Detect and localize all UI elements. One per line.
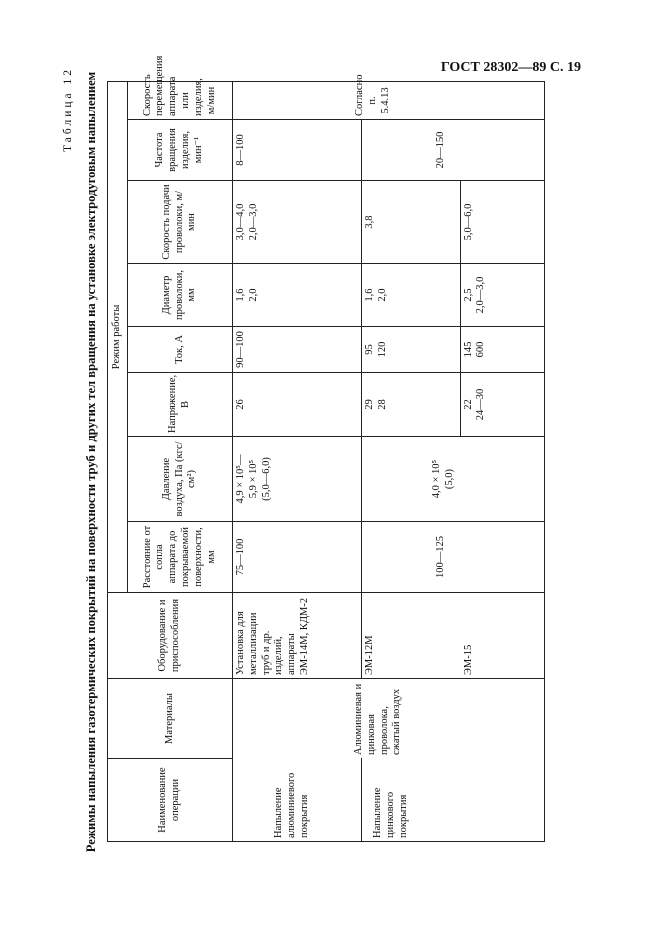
cell-diameter-aluminum: 1,6 2,0 bbox=[233, 264, 362, 327]
cell-operation-aluminum: Напыление алюминиевого покрытия bbox=[233, 759, 362, 842]
cell-equipment-em12: ЭМ-12М bbox=[362, 593, 460, 679]
cell-voltage-em15: 22 24—30 bbox=[460, 373, 544, 437]
cell-materials: Алюминиевая и цинковая проволока, сжатый воздух bbox=[233, 679, 545, 759]
cell-current-em15: 145 600 bbox=[460, 327, 544, 373]
col-header-voltage: Напряжение, В bbox=[128, 373, 233, 437]
cell-travel: Согласно п. 5.4.13 bbox=[233, 81, 545, 119]
cell-feed-em12: 3,8 bbox=[362, 181, 460, 264]
col-header-distance: Расстояние от сопла аппарата до покрываемой поверхности, мм bbox=[128, 522, 233, 593]
pressure-line: (5,0—6,0) bbox=[260, 457, 272, 501]
cell-current-aluminum: 90—100 bbox=[233, 327, 362, 373]
col-header-mode: Режим работы bbox=[108, 81, 128, 592]
cell-diameter-em12: 1,6 2,0 bbox=[362, 264, 460, 327]
cell-distance-zinc: 100—125 bbox=[362, 522, 545, 593]
cell-operation-zinc: Напыление цинкового покрытия bbox=[362, 759, 545, 842]
col-header-current: Ток, А bbox=[128, 327, 233, 373]
cell-rotation-aluminum: 8—100 bbox=[233, 120, 362, 181]
pressure-line: 4,9 × 10⁵— bbox=[235, 454, 246, 504]
table-label: Таблица 12 bbox=[62, 67, 74, 152]
cell-pressure-zinc: 4,0 × 10⁵ (5,0) bbox=[362, 437, 545, 522]
cell-rotation-zinc: 20—150 bbox=[362, 120, 545, 181]
col-header-feed: Скорость подачи проволоки, м/мин bbox=[128, 181, 233, 264]
table-row-aluminum bbox=[233, 81, 362, 841]
col-header-equipment: Оборудование и приспособления bbox=[108, 593, 233, 679]
cell-feed-aluminum: 3,0—4,0 2,0—3,0 bbox=[233, 181, 362, 264]
col-header-pressure: Давление воздуха, Па (кгс/см²) bbox=[128, 437, 233, 522]
col-header-rotation: Частота вращения изделия, мин⁻¹ bbox=[128, 120, 233, 181]
pressure-line: 5,9 × 10⁵ bbox=[247, 459, 259, 499]
cell-voltage-aluminum: 26 bbox=[233, 373, 362, 437]
col-header-operation: Наименование операции bbox=[108, 759, 233, 842]
page-header: ГОСТ 28302—89 С. 19 bbox=[440, 60, 581, 75]
cell-diameter-em15: 2,5 2,0—3,0 bbox=[460, 264, 544, 327]
table-title: Режимы напыления газотермических покрытий на поверхности труб и других тел вращения на установке электродуговым напылением bbox=[84, 71, 98, 853]
cell-current-em12: 95 120 bbox=[362, 327, 460, 373]
cell-distance-aluminum: 75—100 bbox=[233, 522, 362, 593]
cell-equipment-em15: ЭМ-15 bbox=[460, 593, 544, 679]
col-header-diameter: Диаметр проволоки, мм bbox=[128, 264, 233, 327]
col-header-materials: Материалы bbox=[108, 679, 233, 759]
cell-pressure-aluminum bbox=[233, 437, 362, 522]
cell-equipment-aluminum: Установка для металлизации труб и др. изделий, аппараты ЭМ-14М, КДМ-2 bbox=[233, 593, 362, 679]
col-header-travel: Скорость перемещения аппарата или изделия, м/мин bbox=[128, 81, 233, 119]
cell-voltage-em12: 29 28 bbox=[362, 373, 460, 437]
cell-feed-em15: 5,0—6,0 bbox=[460, 181, 544, 264]
